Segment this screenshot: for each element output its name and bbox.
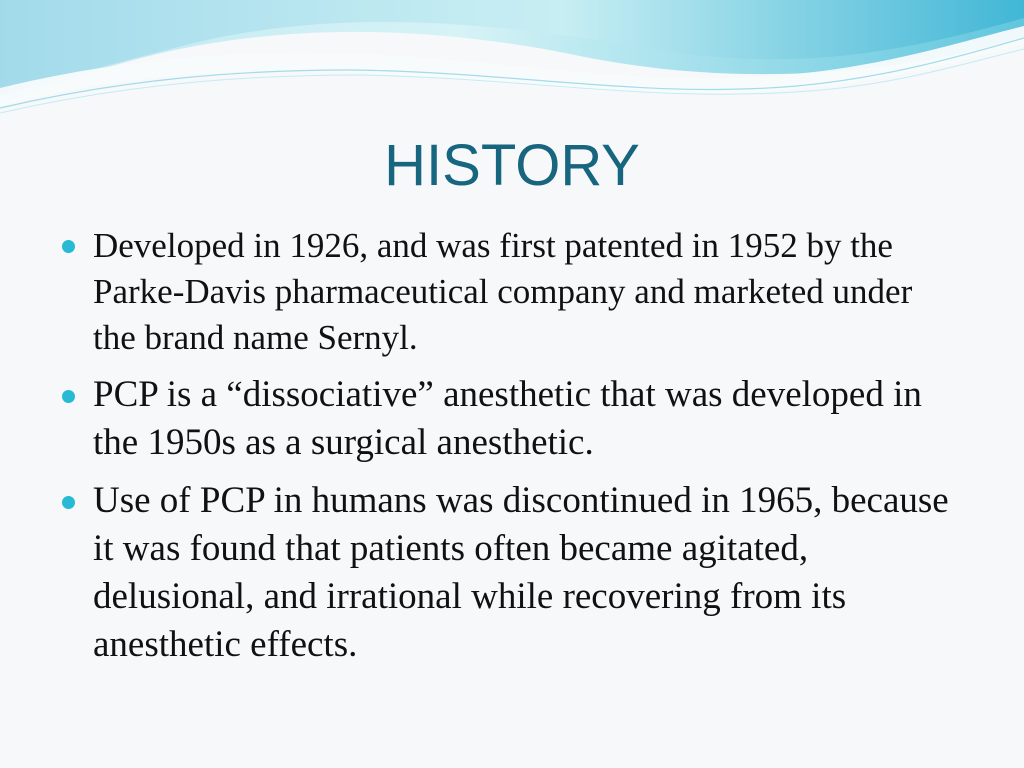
bullet-item	[62, 371, 962, 467]
bullet-point-icon	[62, 390, 75, 403]
bullet-list	[62, 223, 962, 679]
bullet-text: Developed in 1926, and was first patented in 1952 by the Parke-Davis pharmaceutical company and marketed under the brand name Sernyl.	[93, 226, 913, 357]
bullet-point-icon	[62, 240, 75, 253]
bullet-text: Use of PCP in humans was discontinued in 1965, because it was found that patients often became agitated, delusional, and irrational while recovering from its anesthetic effects.	[93, 480, 949, 665]
slide-title: HISTORY	[384, 133, 640, 198]
bullet-point-icon	[62, 496, 75, 509]
bullet-item	[62, 223, 962, 361]
bullet-text: PCP is a “dissociative” anesthetic that was developed in the 1950s as a surgical anesthetic.	[93, 374, 922, 463]
bullet-item	[62, 477, 962, 669]
